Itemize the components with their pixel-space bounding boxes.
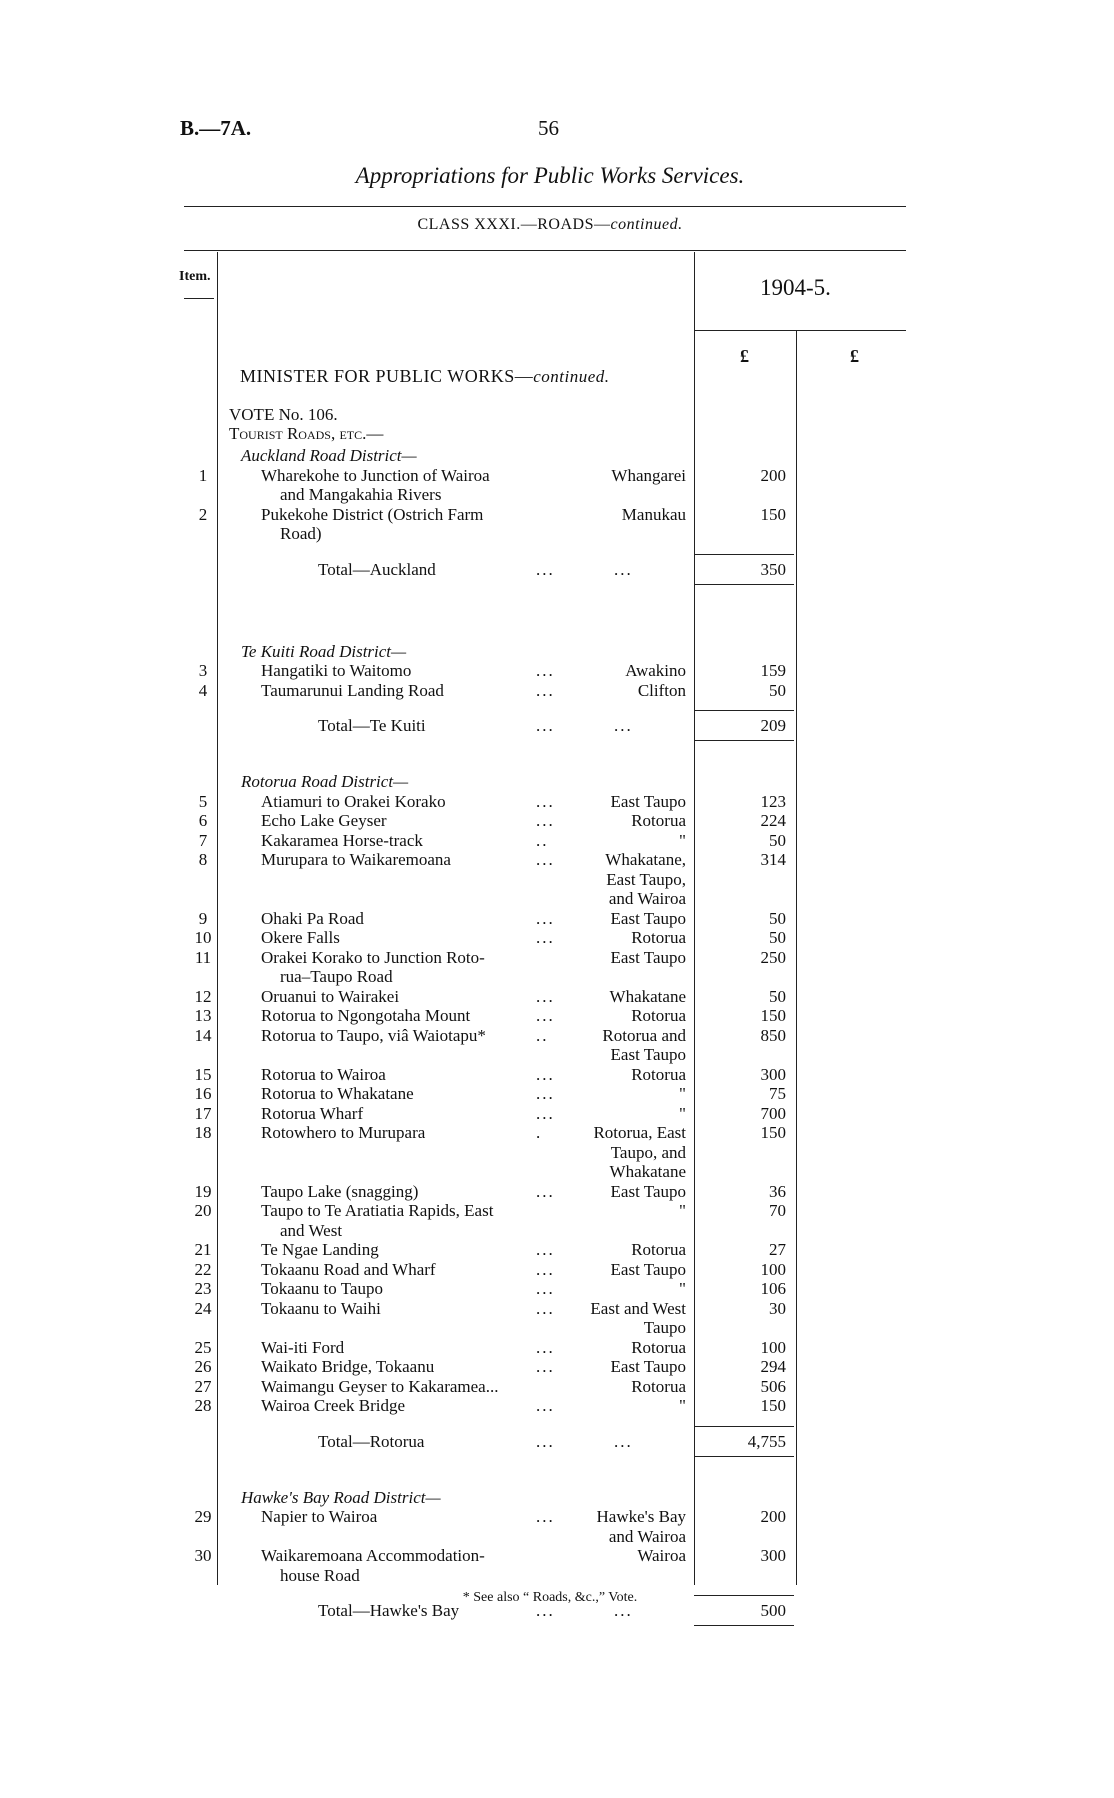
amount-value: 106: [760, 1279, 786, 1298]
item-number: 23: [194, 1279, 212, 1298]
leader-dots: ..: [536, 830, 549, 850]
rule-amount2-col: [796, 330, 797, 1585]
electorate-name: East Taupo,: [606, 869, 686, 889]
amount-value: 27: [769, 1240, 786, 1259]
item-number: 3: [198, 661, 208, 680]
item-description: Tokaanu to Waihi: [261, 1298, 381, 1318]
total-label: Total—Hawke's Bay: [318, 1601, 460, 1620]
item-description: Murupara to Waikaremoana: [261, 850, 451, 869]
leader-dots: ...: [536, 850, 555, 869]
electorate-name: ": [679, 1201, 686, 1220]
item-description: Tokaanu to Taupo: [261, 1279, 383, 1298]
electorate-name: and Wairoa: [608, 1526, 686, 1546]
electorate-name: Manukau: [621, 504, 686, 524]
electorate-name: ": [679, 1084, 686, 1103]
district-heading: Auckland Road District—: [241, 446, 417, 465]
item-number: 26: [194, 1357, 212, 1376]
amount-value: 150: [760, 1123, 786, 1142]
item-number: 30: [194, 1546, 212, 1565]
leader-dots: ...: [536, 1396, 555, 1415]
district-heading: Hawke's Bay Road District—: [241, 1487, 441, 1507]
leader-dots: ...: [536, 1337, 555, 1357]
item-description: Atiamuri to Orakei Korako: [261, 791, 446, 811]
item-description: Hangatiki to Waitomo: [261, 661, 412, 680]
amount-value: 50: [769, 986, 786, 1006]
rule-head: [184, 250, 906, 251]
electorate-name: Rotorua: [631, 811, 686, 830]
amount-value: 250: [760, 947, 786, 967]
leader-dots: ...: [536, 1298, 555, 1318]
amount-value: 314: [760, 850, 786, 869]
electorate-name: Rotorua and: [602, 1025, 686, 1045]
amount-value: 123: [760, 791, 786, 811]
pound-symbol-2: £: [850, 346, 859, 366]
electorate-name: East Taupo: [610, 1357, 686, 1376]
page-number: 56: [538, 116, 559, 140]
item-number: 8: [198, 850, 208, 869]
electorate-name: ": [679, 1396, 686, 1415]
district-heading: Rotorua Road District—: [241, 772, 409, 791]
amount-value: 50: [769, 928, 786, 947]
amount-value: 75: [769, 1084, 786, 1103]
item-description: Rotowhero to Murupara: [261, 1123, 426, 1142]
item-description: Wairoa Creek Bridge: [261, 1396, 406, 1415]
item-description: Echo Lake Geyser: [261, 811, 387, 830]
amount-value: 50: [769, 680, 786, 700]
rule-amount-col: [694, 252, 695, 1585]
amount-value: 294: [760, 1357, 786, 1376]
minister-heading: MINISTER FOR PUBLIC WORKS—continued.: [240, 366, 610, 386]
leader-dots: ...: [536, 1431, 555, 1451]
item-description: Napier to Wairoa: [261, 1507, 378, 1526]
amount-value: 150: [760, 504, 786, 524]
electorate-name: ": [679, 1103, 686, 1123]
leader-dots: ...: [536, 908, 555, 928]
item-description: Oruanui to Wairakei: [261, 986, 400, 1006]
electorate-name: Rotorua: [631, 1064, 686, 1084]
leader-dots: ...: [614, 1601, 633, 1620]
district-heading: Te Kuiti Road District—: [241, 641, 407, 661]
item-description: Rotorua to Taupo, viâ Waiotapu*: [261, 1025, 486, 1045]
rule-subtotal-bottom: [694, 584, 794, 585]
item-column-header: Item.: [179, 269, 211, 284]
leader-dots: ...: [536, 1601, 555, 1620]
electorate-name: Rotorua: [631, 1376, 686, 1396]
amount-value: 150: [760, 1396, 786, 1415]
item-number: 10: [194, 928, 212, 947]
amount-value: 100: [760, 1337, 786, 1357]
vote-label: VOTE No. 106.: [229, 405, 338, 424]
amount-value: 70: [769, 1201, 786, 1220]
item-number: 14: [194, 1025, 212, 1045]
amount-value: 300: [760, 1546, 786, 1565]
electorate-name: Rotorua: [631, 1006, 686, 1025]
item-description: Taumarunui Landing Road: [261, 680, 444, 700]
item-number: 22: [194, 1259, 212, 1279]
item-description: and West: [280, 1220, 343, 1240]
item-description: Waimangu Geyser to Kakaramea...: [261, 1376, 499, 1396]
leader-dots: ...: [536, 791, 555, 811]
leader-dots: ...: [536, 811, 555, 830]
item-description: Te Ngae Landing: [261, 1240, 379, 1259]
item-description: Rotorua Wharf: [261, 1103, 364, 1123]
leader-dots: ...: [614, 559, 633, 579]
item-description: house Road: [280, 1565, 360, 1585]
leader-dots: ...: [536, 559, 555, 579]
item-description: Taupo to Te Aratiatia Rapids, East: [261, 1201, 494, 1220]
leader-dots: ...: [536, 1240, 555, 1259]
leader-dots: ...: [536, 680, 555, 700]
rule-year: [694, 330, 906, 331]
item-number: 9: [198, 908, 208, 928]
electorate-name: Wairoa: [637, 1546, 686, 1565]
amount-value: 50: [769, 830, 786, 850]
electorate-name: East Taupo: [610, 1045, 686, 1064]
leader-dots: ...: [536, 1006, 555, 1025]
rule-subtotal-top: [694, 554, 794, 555]
electorate-name: Whakatane: [609, 1162, 686, 1181]
rule-subtotal-bottom: [694, 1456, 794, 1457]
electorate-name: Rotorua, East: [593, 1123, 686, 1142]
total-amount: 350: [760, 559, 786, 579]
item-description: Okere Falls: [261, 928, 340, 947]
class-heading: CLASS XXXI.—ROADS—continued.: [417, 216, 683, 233]
item-description: Kakaramea Horse-track: [261, 830, 423, 850]
amount-value: 200: [760, 465, 786, 485]
item-description: rua–Taupo Road: [280, 967, 393, 986]
electorate-name: Whangarei: [611, 465, 686, 485]
item-number: 21: [194, 1240, 212, 1259]
item-description: Orakei Korako to Junction Roto-: [261, 947, 485, 967]
item-description: Rotorua to Wairoa: [261, 1064, 386, 1084]
electorate-name: Whakatane,: [605, 850, 686, 869]
electorate-name: East Taupo: [610, 1181, 686, 1201]
electorate-name: ": [679, 1279, 686, 1298]
item-description: Wharekohe to Junction of Wairoa: [261, 465, 490, 485]
leader-dots: ...: [536, 1357, 555, 1376]
item-description: Taupo Lake (snagging): [261, 1181, 419, 1201]
leader-dots: ...: [536, 1507, 555, 1526]
amount-value: 850: [760, 1025, 786, 1045]
year-header: 1904-5.: [760, 275, 831, 300]
amount-value: 36: [769, 1181, 786, 1201]
item-number: 25: [194, 1337, 212, 1357]
rule-subtotal-top: [694, 1426, 794, 1427]
item-number: 20: [194, 1201, 212, 1220]
item-number: 12: [194, 986, 212, 1006]
electorate-name: East and West: [590, 1298, 686, 1318]
item-number: 28: [194, 1396, 212, 1415]
item-description: and Mangakahia Rivers: [280, 485, 442, 504]
item-number: 27: [194, 1376, 212, 1396]
leader-dots: ...: [536, 1064, 555, 1084]
item-number: 17: [194, 1103, 212, 1123]
amount-value: 50: [769, 908, 786, 928]
leader-dots: ...: [536, 1259, 555, 1279]
item-number: 2: [198, 504, 208, 524]
item-number: 11: [194, 947, 212, 967]
amount-value: 159: [760, 661, 786, 680]
leader-dots: ...: [536, 1181, 555, 1201]
total-label: Total—Rotorua: [318, 1431, 425, 1451]
item-number: 16: [194, 1084, 212, 1103]
electorate-name: ": [679, 830, 686, 850]
vote-section: Tourist Roads, etc.—: [229, 424, 384, 443]
total-label: Total—Auckland: [318, 559, 436, 579]
leader-dots: ...: [536, 1279, 555, 1298]
electorate-name: Taupo, and: [610, 1142, 686, 1162]
rule-subtotal-top: [694, 710, 794, 711]
electorate-name: East Taupo: [610, 791, 686, 811]
electorate-name: Taupo: [643, 1318, 686, 1337]
total-amount: 4,755: [747, 1431, 786, 1451]
electorate-name: Rotorua: [631, 928, 686, 947]
footnote: * See also “ Roads, &c.,” Vote.: [462, 1590, 638, 1605]
item-description: Tokaanu Road and Wharf: [261, 1259, 436, 1279]
amount-value: 224: [760, 811, 786, 830]
electorate-name: East Taupo: [610, 947, 686, 967]
electorate-name: East Taupo: [610, 908, 686, 928]
amount-value: 30: [769, 1298, 786, 1318]
item-number: 5: [198, 791, 208, 811]
leader-dots: ...: [536, 661, 555, 680]
item-number: 29: [194, 1507, 212, 1526]
leader-dots: ...: [614, 1431, 633, 1451]
item-description: Rotorua to Ngongotaha Mount: [261, 1006, 471, 1025]
leader-dots: .: [536, 1123, 543, 1142]
item-description: Ohaki Pa Road: [261, 908, 364, 928]
electorate-name: Clifton: [637, 680, 686, 700]
electorate-name: Hawke's Bay: [596, 1507, 686, 1526]
item-number: 4: [198, 680, 208, 700]
total-label: Total—Te Kuiti: [318, 716, 426, 735]
item-number: 19: [194, 1181, 212, 1201]
total-amount: 500: [760, 1601, 786, 1620]
page-title: Appropriations for Public Works Services.: [355, 163, 745, 188]
leader-dots: ...: [536, 986, 555, 1006]
item-number: 13: [194, 1006, 212, 1025]
item-number: 1: [198, 465, 208, 485]
electorate-name: and Wairoa: [608, 889, 686, 908]
item-number: 15: [194, 1064, 212, 1084]
item-description: Road): [280, 524, 322, 543]
electorate-name: Whakatane: [609, 986, 686, 1006]
rule-item-under: [184, 298, 214, 299]
item-description: Wai-iti Ford: [261, 1337, 345, 1357]
amount-value: 700: [760, 1103, 786, 1123]
item-number: 24: [194, 1298, 212, 1318]
rule-top: [184, 206, 906, 207]
electorate-name: Rotorua: [631, 1337, 686, 1357]
amount-value: 506: [760, 1376, 786, 1396]
electorate-name: Awakino: [625, 661, 686, 680]
amount-value: 100: [760, 1259, 786, 1279]
item-number: 6: [198, 811, 208, 830]
leader-dots: ...: [536, 928, 555, 947]
pound-symbol-1: £: [740, 346, 749, 366]
total-amount: 209: [760, 716, 786, 735]
leader-dots: ...: [536, 716, 555, 735]
electorate-name: Rotorua: [631, 1240, 686, 1259]
document-code: B.—7A.: [180, 116, 252, 140]
amount-value: 300: [760, 1064, 786, 1084]
electorate-name: East Taupo: [610, 1259, 686, 1279]
leader-dots: ..: [536, 1025, 549, 1045]
item-description: Waikato Bridge, Tokaanu: [261, 1357, 435, 1376]
leader-dots: ...: [536, 1084, 555, 1103]
amount-value: 150: [760, 1006, 786, 1025]
item-description: Pukekohe District (Ostrich Farm: [261, 504, 484, 524]
leader-dots: ...: [614, 716, 633, 735]
item-number: 18: [194, 1123, 212, 1142]
item-number: 7: [198, 830, 208, 850]
item-description: Waikaremoana Accommodation-: [261, 1546, 485, 1565]
item-description: Rotorua to Whakatane: [261, 1084, 414, 1103]
rule-subtotal-bottom: [694, 1625, 794, 1626]
leader-dots: ...: [536, 1103, 555, 1123]
rule-subtotal-bottom: [694, 740, 794, 741]
amount-value: 200: [760, 1507, 786, 1526]
